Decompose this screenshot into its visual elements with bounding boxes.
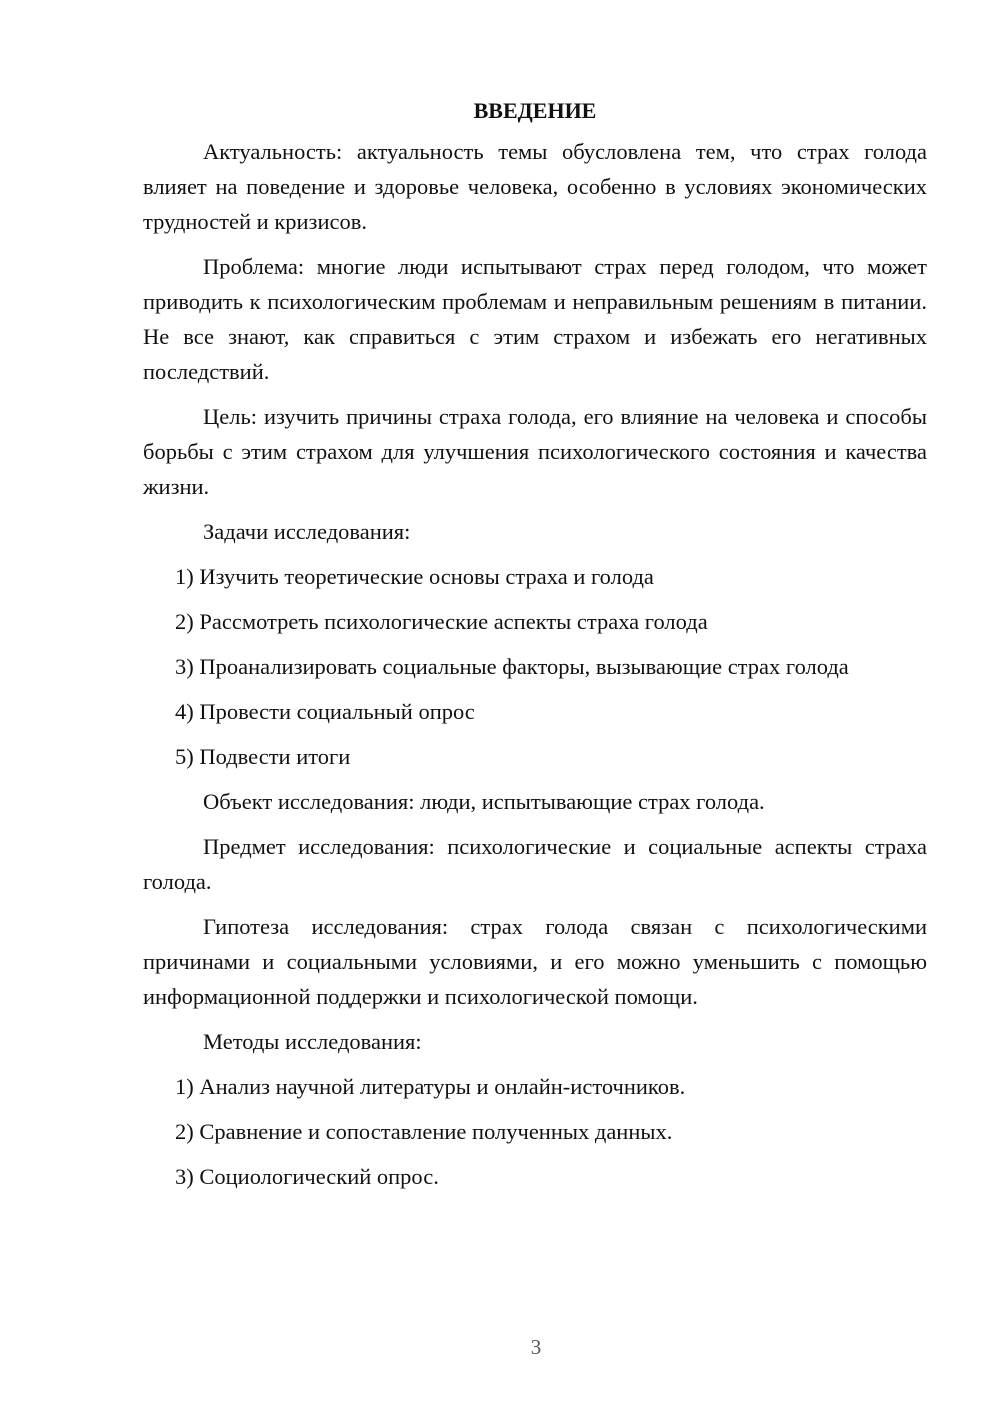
task-item: 3) Проанализировать социальные факторы, вызывающие страх голода — [175, 654, 849, 679]
paragraph-problem: Проблема: многие люди испытывают страх перед голодом, что может приводить к психологическим проблемам и неправильным решениям в питании. Не все знают, как справиться с этим страхом и избежать его негативных последствий. — [143, 254, 927, 384]
page-content — [143, 93, 927, 1204]
method-item: 1) Анализ научной литературы и онлайн-источников. — [175, 1074, 686, 1099]
paragraph-relevance: Актуальность: актуальность темы обусловлена тем, что страх голода влияет на поведение и здоровье человека, особенно в условиях экономических трудностей и кризисов. — [143, 139, 927, 234]
paragraph-hypothesis: Гипотеза исследования: страх голода связан с психологическими причинами и социальными условиями, и его можно уменьшить с помощью информационной поддержки и психологической помощи. — [143, 914, 927, 1009]
method-item: 2) Сравнение и сопоставление полученных данных. — [175, 1119, 673, 1144]
methods-heading: Методы исследования: — [203, 1029, 422, 1054]
tasks-heading: Задачи исследования: — [203, 519, 411, 544]
paragraph-goal: Цель: изучить причины страха голода, его влияние на человека и способы борьбы с этим страхом для улучшения психологического состояния и качества жизни. — [143, 404, 927, 499]
task-item: 1) Изучить теоретические основы страха и голода — [175, 564, 654, 589]
task-item: 2) Рассмотреть психологические аспекты страха голода — [175, 609, 708, 634]
task-item: 4) Провести социальный опрос — [175, 699, 475, 724]
page-number: 3 — [530, 1335, 542, 1359]
section-title: ВВЕДЕНИЕ — [473, 98, 597, 123]
method-item: 3) Социологический опрос. — [175, 1164, 439, 1189]
paragraph-subject: Предмет исследования: психологические и социальные аспекты страха голода. — [143, 834, 927, 894]
paragraph-object: Объект исследования: люди, испытывающие страх голода. — [203, 789, 765, 814]
task-item: 5) Подвести итоги — [175, 744, 351, 769]
